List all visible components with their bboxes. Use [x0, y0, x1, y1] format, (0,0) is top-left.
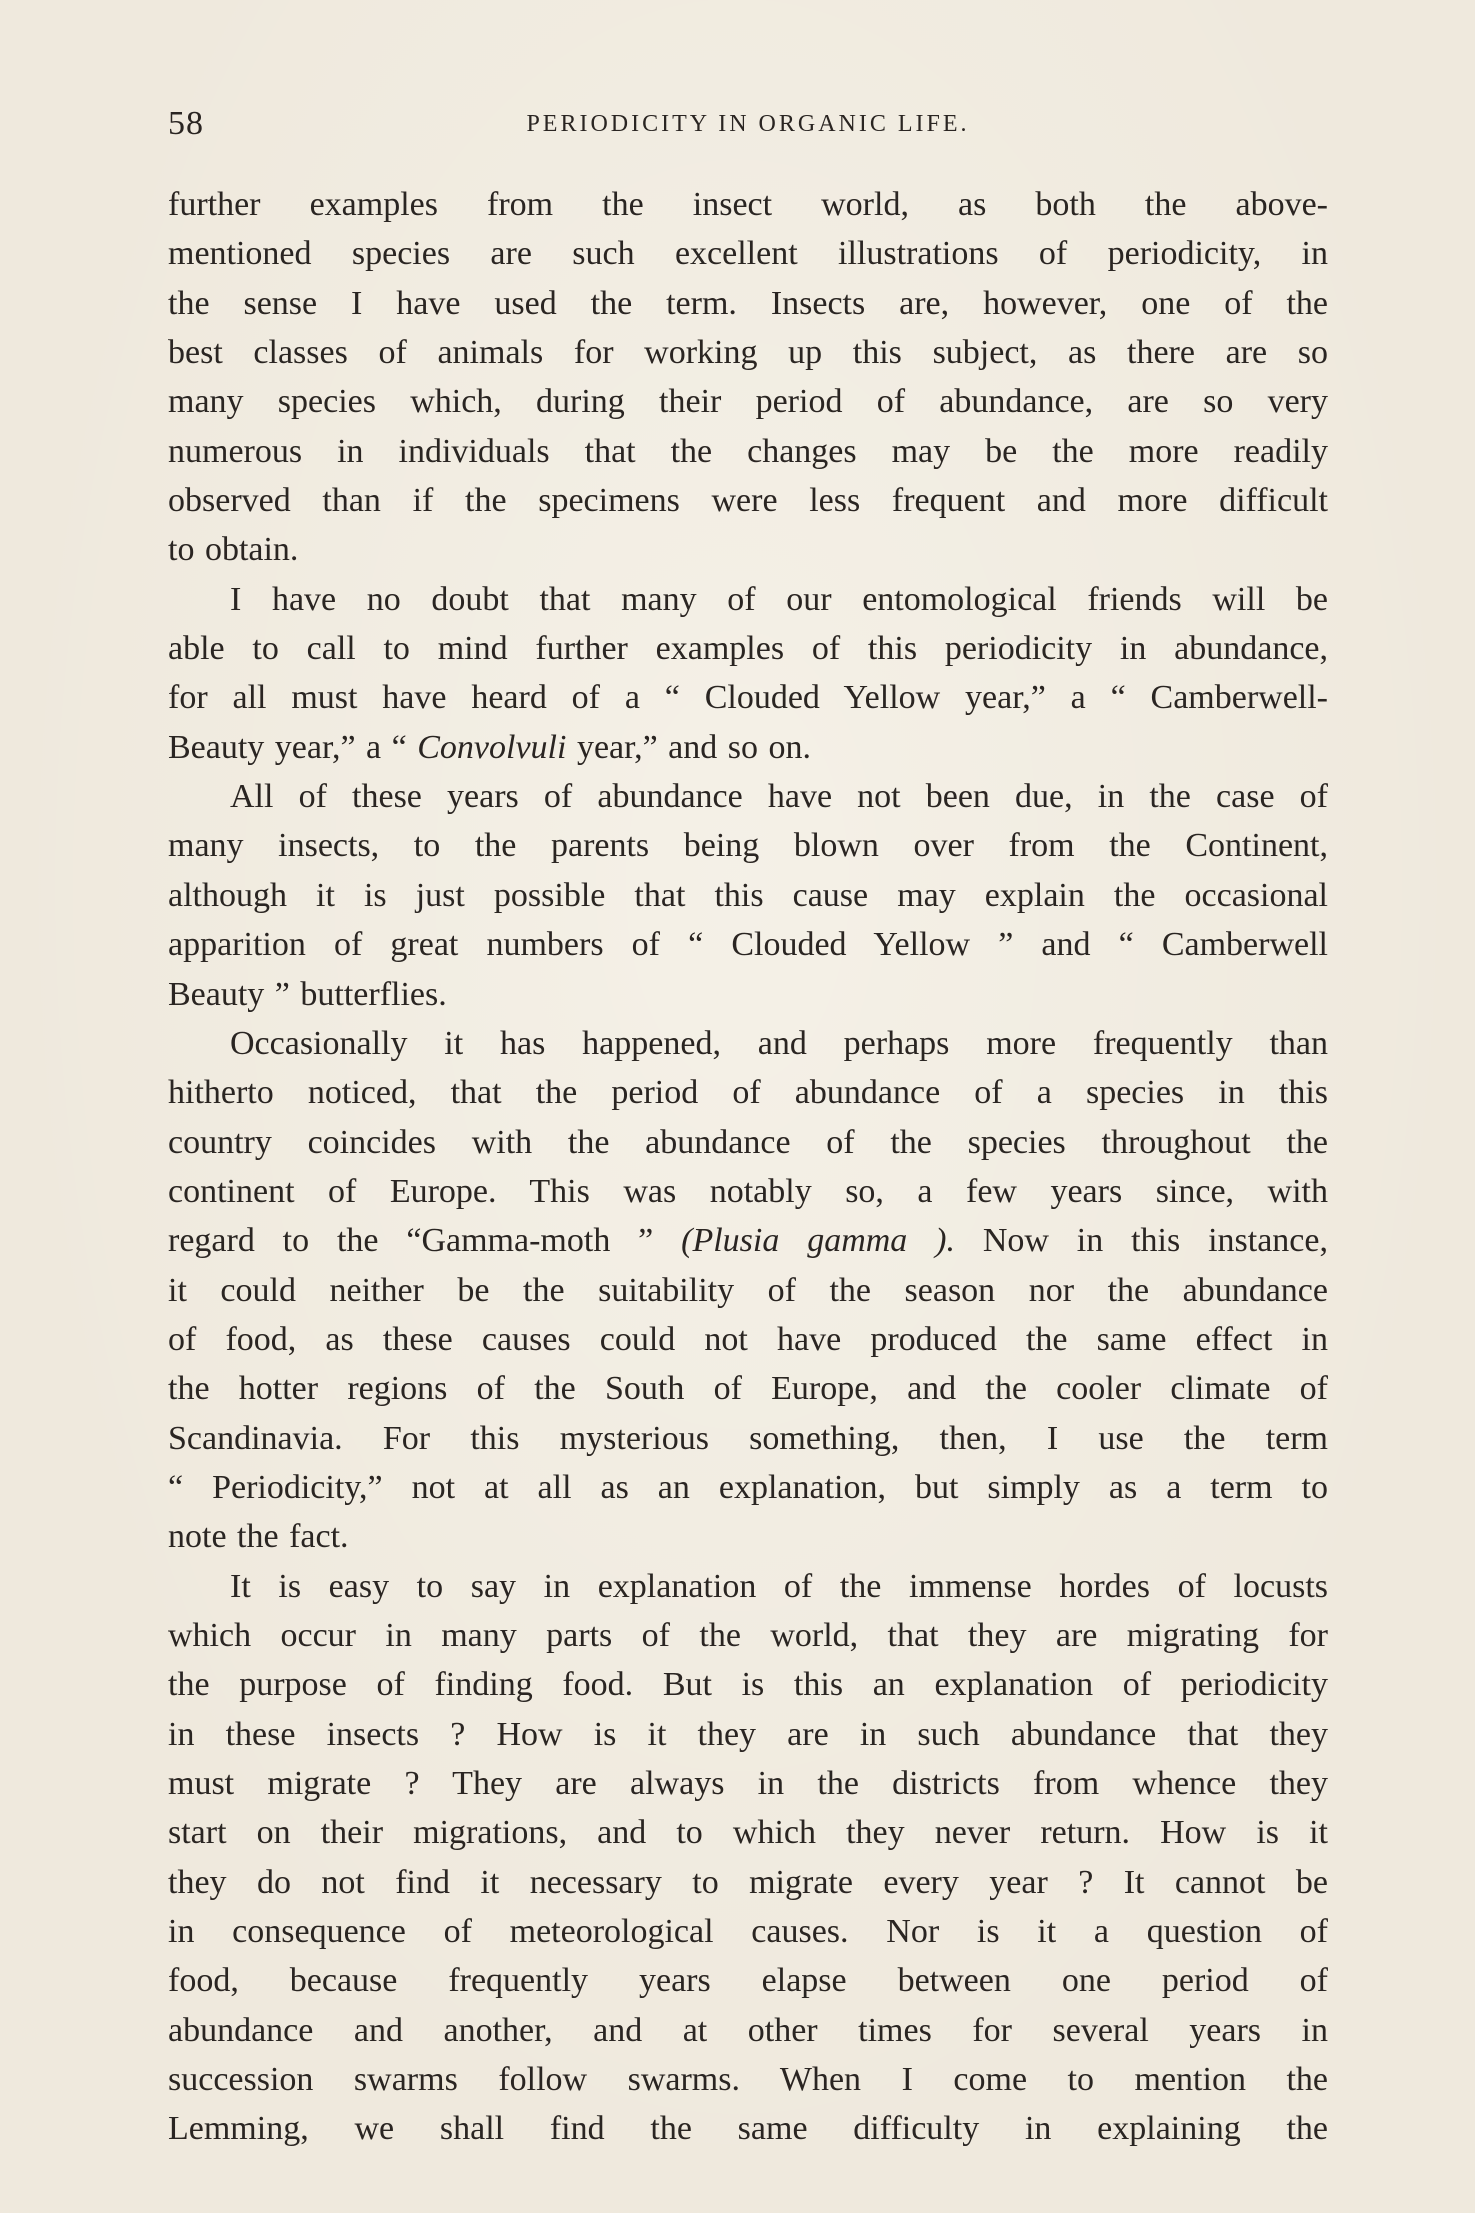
text-line [168, 525, 1328, 574]
text-segment: mentioned species are such excellent illustrations of periodicity, in [168, 235, 1328, 273]
text-line [168, 180, 1328, 229]
text-segment: regard to the “Gamma-moth ” [168, 1222, 682, 1260]
text-line [168, 723, 1328, 772]
text-line [168, 279, 1328, 328]
text-line [168, 476, 1328, 525]
italic-term: (Plusia gamma ). [681, 1222, 955, 1260]
text-segment: to obtain. [168, 531, 299, 569]
text-line [168, 1216, 1328, 1265]
text-segment: although it is just possible that this cause may explain the occasional [168, 876, 1328, 914]
text-segment: further examples from the insect world, as both the above- [168, 186, 1328, 223]
text-segment: of food, as these causes could not have produced the same effect in [168, 1320, 1328, 1358]
text-segment: in consequence of meteorological causes. Nor is it a question of [168, 1913, 1328, 1951]
text-segment: it could neither be the suitability of the season nor the abundance [168, 1271, 1328, 1309]
text-line [168, 1118, 1328, 1167]
text-line [168, 2006, 1328, 2055]
text-segment: in these insects ? How is it they are in such abundance that they [168, 1715, 1328, 1753]
text-segment: I have no doubt that many of our entomological friends will be [230, 580, 1328, 618]
text-segment: many insects, to the parents being blown over from the Continent, [168, 827, 1328, 865]
text-line [168, 1907, 1328, 1956]
text-segment: note the fact. [168, 1518, 349, 1556]
text-segment: year,” and so on. [566, 728, 811, 766]
text-line [168, 1068, 1328, 1117]
text-line [168, 920, 1328, 969]
text-segment: best classes of animals for working up this subject, as there are so [168, 334, 1328, 372]
text-line [168, 2055, 1328, 2104]
text-segment: country coincides with the abundance of the species throughout the [168, 1123, 1328, 1161]
text-line [168, 229, 1328, 278]
body-text [168, 180, 1328, 2154]
italic-term: Convolvuli [417, 728, 567, 766]
text-segment: Beauty ” butterflies. [168, 975, 447, 1013]
text-line [168, 1562, 1328, 1611]
text-segment: All of these years of abundance have not been due, in the case of [230, 778, 1328, 816]
text-line [168, 377, 1328, 426]
text-segment: Occasionally it has happened, and perhaps more frequently than [230, 1024, 1328, 1062]
text-segment: Scandinavia. For this mysterious something, then, I use the term [168, 1419, 1328, 1457]
text-line [168, 427, 1328, 476]
page-header [168, 104, 1328, 144]
text-line [168, 1364, 1328, 1413]
text-segment: the sense I have used the term. Insects are, however, one of the [168, 284, 1328, 322]
text-segment: the hotter regions of the South of Europe, and the cooler climate of [168, 1370, 1328, 1408]
text-segment: able to call to mind further examples of this periodicity in abundance, [168, 630, 1328, 668]
text-line [168, 673, 1328, 722]
text-segment: It is easy to say in explanation of the immense hordes of locusts [230, 1567, 1328, 1605]
text-segment: continent of Europe. This was notably so, a few years since, with [168, 1172, 1328, 1210]
text-segment: for all must have heard of a “ Clouded Yellow year,” a “ Camberwell- [168, 679, 1328, 717]
text-segment: the purpose of finding food. But is this an explanation of periodicity [168, 1666, 1328, 1704]
running-title: PERIODICITY IN ORGANIC LIFE. [526, 111, 970, 137]
text-line [168, 1956, 1328, 2005]
text-line [168, 821, 1328, 870]
text-segment: they do not find it necessary to migrate every year ? It cannot be [168, 1863, 1328, 1901]
text-segment: start on their migrations, and to which they never return. How is it [168, 1814, 1328, 1852]
text-segment: Beauty year,” a “ [168, 728, 418, 766]
text-line [168, 970, 1328, 1019]
text-segment: “ Periodicity,” not at all as an explanation, but simply as a term to [168, 1468, 1328, 1506]
text-line [168, 624, 1328, 673]
text-line [168, 1759, 1328, 1808]
text-segment: hitherto noticed, that the period of abundance of a species in this [168, 1074, 1328, 1112]
text-line [168, 575, 1328, 624]
text-segment: numerous in individuals that the changes may be the more readily [168, 432, 1328, 470]
text-segment: Lemming, we shall find the same difficulty in explaining the [168, 2110, 1328, 2148]
text-line [168, 1414, 1328, 1463]
text-segment: observed than if the specimens were less frequent and more difficult [168, 482, 1328, 520]
page-number: 58 [168, 105, 204, 142]
text-line [168, 871, 1328, 920]
text-line [168, 1858, 1328, 1907]
text-segment: many species which, during their period of abundance, are so very [168, 383, 1328, 421]
text-line [168, 1315, 1328, 1364]
text-line [168, 1463, 1328, 1512]
text-line [168, 328, 1328, 377]
text-segment: food, because frequently years elapse between one period of [168, 1962, 1328, 2000]
text-segment: Now in this instance, [954, 1222, 1328, 1260]
text-segment: apparition of great numbers of “ Clouded Yellow ” and “ Camberwell [168, 926, 1328, 964]
text-line [168, 2104, 1328, 2153]
text-line [168, 1512, 1328, 1561]
text-segment: succession swarms follow swarms. When I come to mention the [168, 2061, 1328, 2099]
text-line [168, 1710, 1328, 1759]
text-line [168, 1808, 1328, 1857]
text-segment: must migrate ? They are always in the districts from whence they [168, 1765, 1328, 1802]
text-line [168, 772, 1328, 821]
text-line [168, 1266, 1328, 1315]
text-segment: which occur in many parts of the world, that they are migrating for [168, 1616, 1328, 1654]
text-line [168, 1019, 1328, 1068]
text-line [168, 1167, 1328, 1216]
text-segment: abundance and another, and at other times for several years in [168, 2011, 1328, 2049]
text-line [168, 1660, 1328, 1709]
text-line [168, 1611, 1328, 1660]
